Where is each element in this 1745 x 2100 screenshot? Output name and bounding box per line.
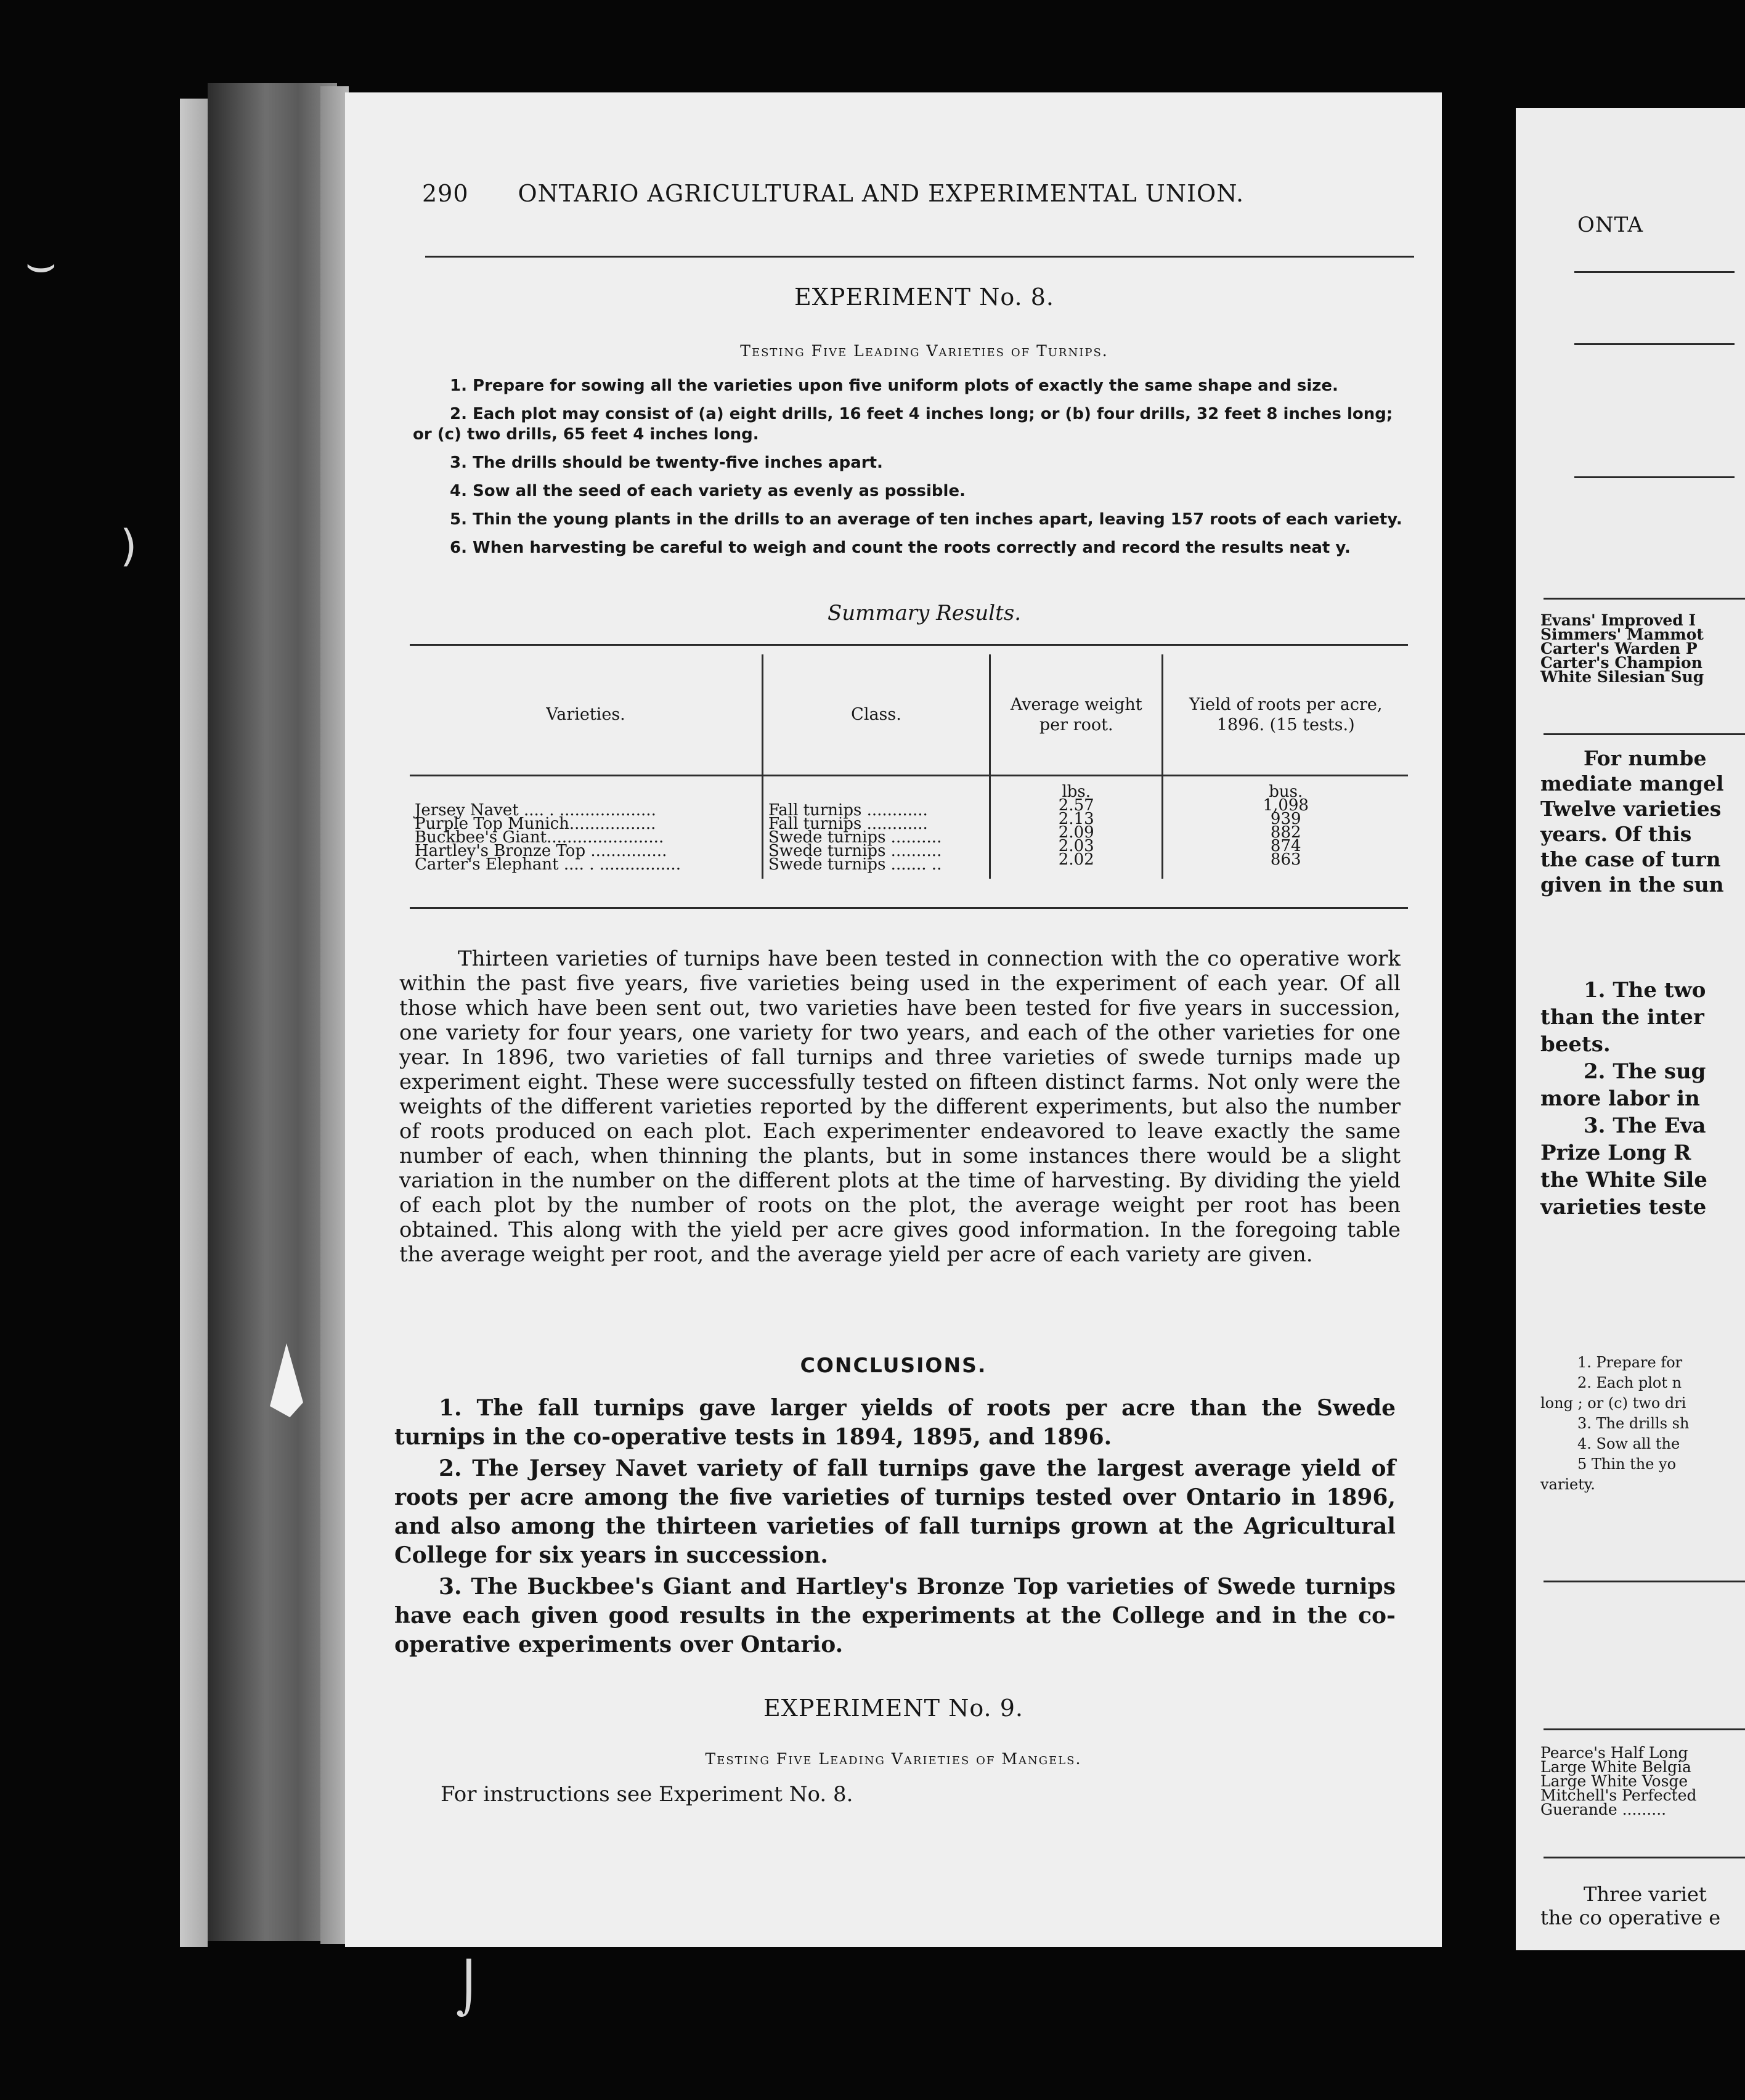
right-tail-paragraph [1540, 1882, 1720, 1929]
yield-value: 882 [1270, 823, 1301, 842]
col-varieties: Varieties. [410, 654, 763, 776]
right-tail-line: Three variet [1584, 1882, 1707, 1906]
yield-value: 1,098 [1263, 796, 1309, 815]
right-bold-line: more labor in [1540, 1086, 1700, 1111]
variety-hartleys-bronze-top: Hartley's Bronze Top ............... [415, 842, 667, 860]
yield-cell [1163, 776, 1408, 879]
instruction-2: 2. Each plot may consist of (a) eight drills, 16 feet 4 inches long; or (b) four drills, 32 feet 8 inches long; or (c) two drills, 65 feet 4 inches long. [413, 405, 1393, 444]
weight-cell [990, 776, 1163, 879]
class-value: Fall turnips ............ [768, 815, 928, 833]
col-weight: Average weight per root. [990, 654, 1163, 776]
class-cell [763, 776, 990, 879]
body-paragraph: Thirteen varieties of turnips have been tested in connection with the co operative work within the past five years, five varieties being used in the experiment of each year. Of all those which have been sent out, two varieties have been tested for five years in succession, one variety for four years, one variety for two years, and each of the other varieties for one year. In 1896, two varieties of fall turnips and three varieties of swede turnips made up experiment eight. These were successfully tested on fifteen distinct farms. Not only were the weights of the different varieties reported by the different experiments, but also the number of roots produced on each plot. Each experimenter endeavored to leave exactly the same number of each, when thinning the plants, but in some instances there would be a slight variation in the number on the different plots at the time of harvesting. By dividing the yield of each plot by the number of roots on the plot, the average weight per root has been obtained. This along with the yield per acre gives good information. In the foregoing table the average weight per root, and the average yield per acre of each variety are given. [399, 946, 1401, 1267]
right-small-line: 2. Each plot n [1577, 1374, 1682, 1391]
experiment-subtitle: Testing Five Leading Varieties of Turnips. [740, 342, 1108, 360]
class-value: Fall turnips ............ [768, 801, 928, 820]
right-list-item: Carter's Champion [1540, 654, 1702, 672]
right-small-line: 4. Sow all the [1577, 1435, 1680, 1452]
yield-value: 939 [1270, 810, 1301, 828]
yield-value: 874 [1270, 837, 1301, 855]
instruction-4: 4. Sow all the seed of each variety as evenly as possible. [450, 482, 966, 500]
right-bold-line: than the inter [1540, 1005, 1704, 1030]
next-experiment-note: For instructions see Experiment No. 8. [441, 1782, 853, 1807]
variety-jersey-navet: Jersey Navet .... . ................... [415, 801, 656, 820]
right-bold-line: 3. The Eva [1584, 1113, 1706, 1138]
running-header [422, 180, 1328, 207]
right-running-head: ONTA [1577, 213, 1643, 237]
right-instructions [1540, 1353, 1689, 1495]
scan-artifact-paren: ) [120, 521, 137, 571]
right-list-item: Pearce's Half Long [1540, 1744, 1688, 1762]
instruction-1: 1. Prepare for sowing all the varieties upon five uniform plots of exactly the same shape and size. [450, 376, 1338, 395]
right-table-rule [1544, 1728, 1745, 1730]
right-list-item: Mitchell's Perfected [1540, 1786, 1697, 1804]
right-small-line: 5 Thin the yo [1577, 1455, 1677, 1473]
right-paragraph [1540, 746, 1724, 897]
experiment-title: EXPERIMENT No. 8. [794, 283, 1054, 311]
right-table-rule [1544, 1857, 1745, 1858]
right-small-line: variety. [1540, 1476, 1595, 1493]
class-value: Swede turnips .......... [768, 828, 942, 847]
weight-value: 2.57 [1058, 796, 1094, 815]
right-bold-line: the White Sile [1540, 1168, 1707, 1192]
yield-value: 863 [1270, 850, 1301, 869]
variety-buckbees-giant: Buckbee's Giant....................... [415, 828, 664, 847]
col-yield: Yield of roots per acre, 1896. (15 tests.) [1163, 654, 1408, 776]
right-table-rule [1544, 598, 1745, 600]
page-number: 290 [422, 180, 469, 207]
header-rule [425, 256, 1414, 258]
table-header-row [410, 654, 1408, 776]
conclusion-1: 1. The fall turnips gave larger yields of roots per acre than the Swede turnips in the co-operative tests in 1894, 1895, and 1896. [394, 1395, 1396, 1450]
weight-unit: lbs. [1062, 783, 1091, 801]
right-tail-line: the co operative e [1540, 1906, 1721, 1929]
scan-artifact-curve: ⌣ [25, 234, 57, 291]
right-bold-line: 2. The sug [1584, 1059, 1706, 1084]
col-class: Class. [763, 654, 990, 776]
weight-value: 2.02 [1058, 850, 1094, 869]
right-list-item: White Silesian Sug [1540, 668, 1704, 686]
conclusion-2: 2. The Jersey Navet variety of fall turnips gave the largest average yield of roots per acre among the five varieties of turnips tested over Ontario in 1896, and also among the thirteen varieties of fall turnips grown at the Agricultural College for six years in succession. [394, 1455, 1396, 1568]
right-para-line: For numbe [1584, 746, 1707, 770]
table-body-row [410, 776, 1408, 879]
table-top-rule [410, 644, 1408, 646]
right-bold-line: 1. The two [1584, 978, 1706, 1003]
right-variety-list-2 [1540, 1746, 1697, 1817]
right-para-line: mediate mangel [1540, 771, 1724, 796]
yield-unit: bus. [1269, 783, 1303, 801]
weight-value: 2.09 [1058, 823, 1094, 842]
right-list-item: Carter's Warden P [1540, 640, 1698, 657]
right-rule [1574, 476, 1735, 478]
right-small-line: 1. Prepare for [1577, 1354, 1683, 1371]
next-experiment-subtitle: Testing Five Leading Varieties of Mangels. [705, 1750, 1082, 1768]
variety-purple-top-munich: Purple Top Munich................. [415, 815, 656, 833]
right-page [1516, 108, 1745, 1950]
right-table-rule [1544, 733, 1745, 735]
right-para-line: the case of turn [1540, 847, 1721, 871]
right-bold-line: beets. [1540, 1032, 1611, 1057]
variety-cell [410, 776, 763, 879]
right-conclusions [1540, 977, 1707, 1221]
next-experiment-title: EXPERIMENT No. 9. [763, 1695, 1023, 1722]
right-para-line: given in the sun [1540, 873, 1724, 897]
weight-value: 2.13 [1058, 810, 1094, 828]
right-para-line: years. Of this [1540, 822, 1692, 846]
right-list-item: Guerande ......... [1540, 1801, 1667, 1818]
right-list-item: Large White Belgia [1540, 1758, 1691, 1776]
weight-value: 2.03 [1058, 837, 1094, 855]
instructions-list [413, 376, 1411, 566]
right-variety-list [1540, 613, 1704, 684]
right-list-item: Simmers' Mammot [1540, 625, 1704, 643]
right-bold-line: Prize Long R [1540, 1141, 1691, 1165]
conclusion-3: 3. The Buckbee's Giant and Hartley's Bronze Top varieties of Swede turnips have each given good results in the experiments at the College and in the co-operative experiments over Ontario. [394, 1574, 1396, 1658]
right-small-line: 3. The drills sh [1577, 1415, 1690, 1432]
right-rule [1544, 1581, 1745, 1582]
right-small-line: long ; or (c) two dri [1540, 1394, 1686, 1412]
right-header-rule [1574, 271, 1735, 273]
right-list-item: Evans' Improved I [1540, 611, 1696, 629]
conclusions-heading: CONCLUSIONS. [800, 1353, 987, 1377]
variety-carters-elephant: Carter's Elephant .... . ................ [415, 855, 681, 874]
instruction-5: 5. Thin the young plants in the drills to an average of ten inches apart, leaving 157 roots of each variety. [450, 510, 1402, 529]
right-rule [1574, 343, 1735, 345]
table-bottom-rule [410, 907, 1408, 909]
instruction-3: 3. The drills should be twenty-five inches apart. [450, 454, 883, 472]
running-head: ONTARIO AGRICULTURAL AND EXPERIMENTAL UNION. [518, 180, 1245, 207]
scan-artifact-hook: ⌡ [456, 1960, 482, 2017]
book-binding [180, 99, 208, 1947]
right-para-line: Twelve varieties [1540, 797, 1722, 821]
class-value: Swede turnips .......... [768, 842, 942, 860]
conclusions-list [394, 1394, 1396, 1662]
summary-table [410, 654, 1408, 879]
instruction-6: 6. When harvesting be careful to weigh and count the roots correctly and record the results neat y. [450, 539, 1351, 557]
right-bold-line: varieties teste [1540, 1195, 1707, 1219]
summary-heading: Summary Results. [827, 601, 1022, 625]
book-spine [208, 83, 337, 1941]
right-list-item: Large White Vosge [1540, 1772, 1688, 1790]
class-value: Swede turnips ....... .. [768, 855, 942, 874]
